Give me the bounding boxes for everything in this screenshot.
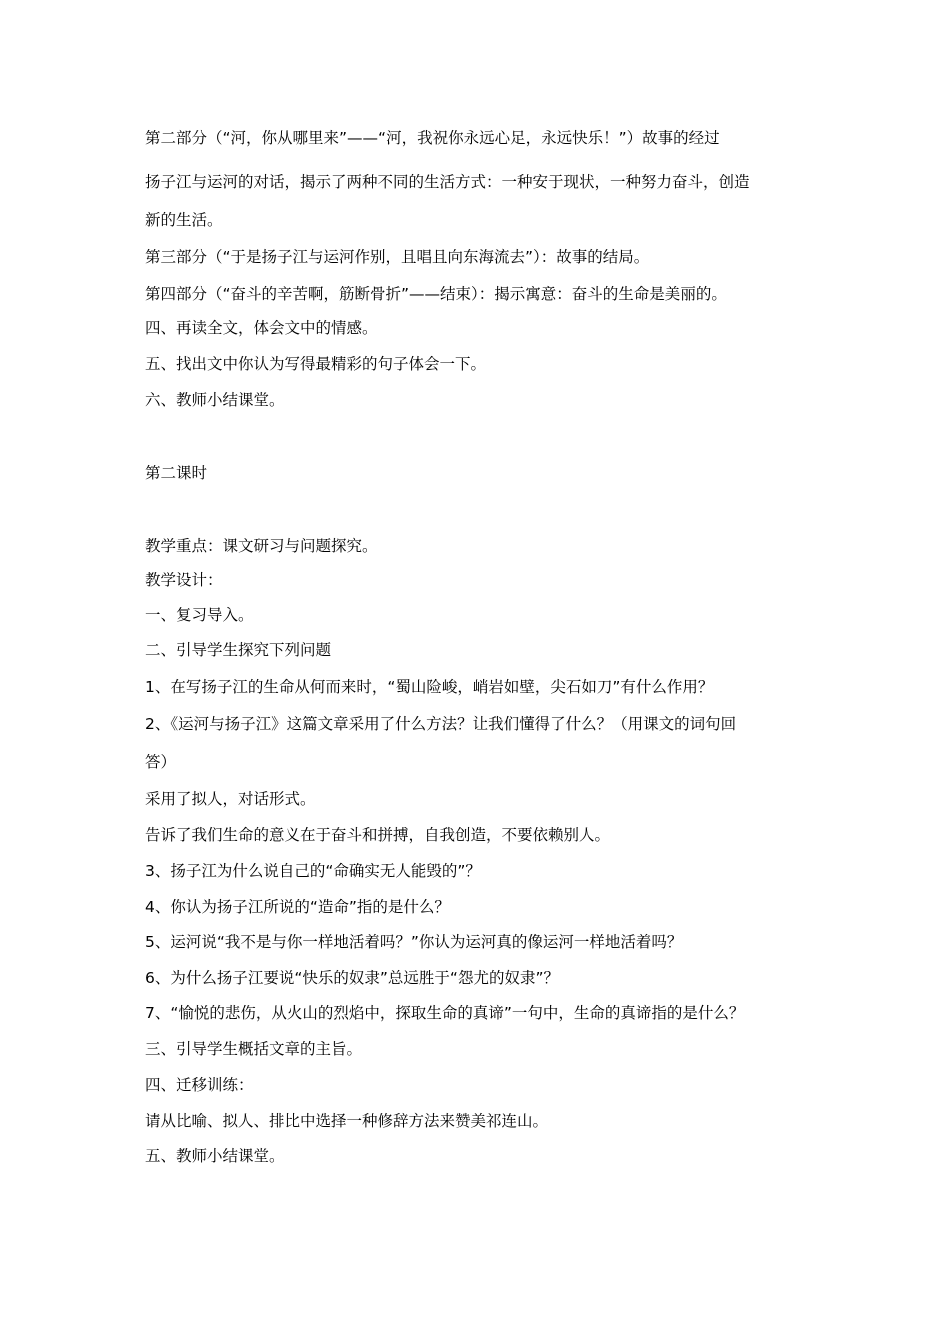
- answer-2-meaning: 告诉了我们生命的意义在于奋斗和拼搏，自我创造，不要依赖别人。: [145, 826, 611, 844]
- question-1: 1、在写扬子江的生命从何而来时，“蜀山险峻，峭岩如壁，尖石如刀”有什么作用？: [145, 678, 714, 696]
- answer-2-method: 采用了拟人，对话形式。: [145, 790, 316, 808]
- part-two-heading: 第二部分（“河，你从哪里来”——“河，我祝你永远心足，永远快乐！”）故事的经过: [145, 129, 720, 147]
- part-four-text: 第四部分（“奋斗的辛苦啊，筋断骨折”——结束）：揭示寓意：奋斗的生命是美丽的。: [145, 285, 727, 303]
- step-six-text: 六、教师小结课堂。: [145, 391, 285, 409]
- part-two-text-line-1: 扬子江与运河的对话，揭示了两种不同的生活方式：一种安于现状，一种努力奋斗，创造: [145, 173, 750, 191]
- step-three-theme: 三、引导学生概括文章的主旨。: [145, 1040, 363, 1058]
- part-two-text-line-2: 新的生活。: [145, 211, 223, 229]
- teaching-focus: 教学重点：课文研习与问题探究。: [145, 537, 378, 555]
- question-5: 5、运河说“我不是与你一样地活着吗？”你认为运河真的像运河一样地活着吗？: [145, 933, 683, 951]
- step-four-text: 四、再读全文，体会文中的情感。: [145, 319, 378, 337]
- part-three-text: 第三部分（“于是扬子江与运河作别，且唱且向东海流去”）：故事的结局。: [145, 248, 650, 266]
- question-2-line-2: 答）: [145, 753, 177, 771]
- step-five-summary: 五、教师小结课堂。: [145, 1147, 285, 1165]
- teaching-design-heading: 教学设计：: [145, 571, 223, 589]
- second-lesson-heading: 第二课时: [145, 464, 208, 482]
- step-five-text: 五、找出文中你认为写得最精彩的句子体会一下。: [145, 355, 487, 373]
- step-four-training: 四、迁移训练：: [145, 1076, 254, 1094]
- question-4: 4、你认为扬子江所说的“造命”指的是什么？: [145, 898, 450, 916]
- question-7: 7、“愉悦的悲伤，从火山的烈焰中，探取生命的真谛”一句中，生命的真谛指的是什么？: [145, 1004, 745, 1022]
- step-one-review: 一、复习导入。: [145, 606, 254, 624]
- question-2-line-1: 2、《运河与扬子江》这篇文章采用了什么方法？让我们懂得了什么？（用课文的词句回: [145, 715, 737, 733]
- question-6: 6、为什么扬子江要说“快乐的奴隶”总远胜于“怨尤的奴隶”？: [145, 969, 559, 987]
- step-two-guide: 二、引导学生探究下列问题: [145, 641, 332, 659]
- question-3: 3、扬子江为什么说自己的“命确实无人能毁的”？: [145, 862, 481, 880]
- training-task: 请从比喻、拟人、排比中选择一种修辞方法来赞美祁连山。: [145, 1112, 549, 1130]
